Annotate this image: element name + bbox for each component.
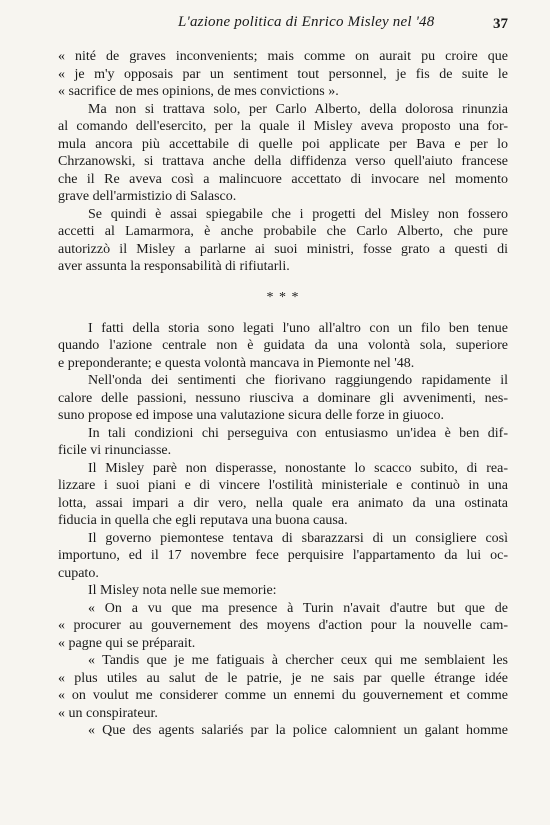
- text-line: Se quindi è assai spiegabile che i progetti del Misley non fossero: [88, 206, 508, 222]
- running-title: L'azione politica di Enrico Misley nel '48: [178, 14, 435, 30]
- quote-line: « procurer au gouvernement des moyens d'action pour la nouvelle cam-: [58, 618, 508, 633]
- quote-line: « On a vu que ma presence à Turin n'avait d'autre but que de: [88, 600, 508, 616]
- page-header: [58, 0, 508, 44]
- text-line: che il Re aveva così a malincuore accettato di invocare nel momento: [58, 171, 508, 187]
- text-line: Il Misley nota nelle sue memorie:: [88, 583, 277, 598]
- section-separator: * * *: [266, 289, 300, 305]
- text-line: autorizzò il Misley a parlarne ai suoi ministri, fosse grato a questi di: [58, 241, 508, 257]
- text-line: quando l'azione centrale non è guidata da una volontà sola, superiore: [58, 338, 508, 353]
- text-line: I fatti della storia sono legati l'uno all'altro con un filo ben tenue: [88, 320, 508, 336]
- text-line: Chrzanowski, si trattava anche della diffidenza verso quell'aiuto francese: [58, 154, 508, 169]
- text-line: lizzare i suoi piani e di vincere l'ostilità ministeriale e continuò in una: [58, 478, 508, 493]
- page-number: 37: [493, 16, 508, 32]
- text-line: e preponderante; e questa volontà mancava in Piemonte nel '48.: [58, 355, 415, 371]
- text-line: cupato.: [58, 565, 99, 581]
- quote-line: « plus utiles au salut de le patrie, je ne sais par quelle étrange idée: [58, 670, 508, 686]
- text-line: ficile vi rinunciasse.: [58, 443, 172, 458]
- text-line: Il Misley parè non disperasse, nonostante lo scacco subito, di rea-: [88, 460, 508, 476]
- text-line: Nell'onda dei sentimenti che fiorivano raggiungendo rapidamente il: [88, 373, 508, 388]
- text-line: calore delle passioni, nessuno riusciva a dominare gli avvenimenti, nes-: [58, 390, 508, 406]
- quote-line: « un conspirateur.: [58, 705, 158, 721]
- text-line: lotta, assai impari a dir vero, nella quale era animato da una ostinata: [58, 495, 508, 511]
- text-line: « nité de graves inconvenients; mais comme on aurait pu croire que: [58, 49, 508, 64]
- text-line: fiducia in quella che egli reputava una buona causa.: [58, 513, 348, 528]
- quote-line: « on voulut me considerer comme un ennemi du gouvernement et comme: [58, 688, 508, 703]
- text-line: In tali condizioni chi perseguiva con entusiasmo un'idea è ben dif-: [88, 425, 508, 441]
- text-line: importuno, ed il 17 novembre fece perquisire l'appartamento da lui oc-: [58, 548, 508, 563]
- text-line: aver assunta la responsabilità di rifiutarli.: [58, 259, 290, 274]
- text-line: « je m'y opposais par un sentiment tout personnel, je fis de suite le: [58, 66, 508, 82]
- text-line: Ma non si trattava solo, per Carlo Alberto, della dolorosa rinunzia: [88, 101, 508, 117]
- quote-line: « pagne qui se préparait.: [58, 635, 196, 651]
- text-line: grave dell'armistizio di Salasco.: [58, 189, 237, 204]
- text-line: al comando dell'esercito, per la quale il Misley aveva proposto una for-: [58, 119, 508, 134]
- quote-line: « Que des agents salariés par la police calomnient un galant homme: [88, 723, 508, 738]
- page-body: [58, 44, 508, 740]
- quote-line: « Tandis que je me fatiguais à chercher ceux qui me semblaient les: [88, 653, 508, 668]
- text-line: « sacrifice de mes opinions, de mes convictions ».: [58, 84, 339, 99]
- text-line: Il governo piemontese tentava di sbarazzarsi di un consigliere così: [88, 530, 508, 546]
- text-line: suno propose ed impose una valutazione sicura delle forze in giuoco.: [58, 408, 445, 423]
- text-line: accetti al Lamarmora, è anche probabile che Carlo Alberto, che pure: [58, 224, 508, 239]
- text-line: mula ancora più accettabile di quelle poi applicate per Bava e per lo: [58, 136, 508, 152]
